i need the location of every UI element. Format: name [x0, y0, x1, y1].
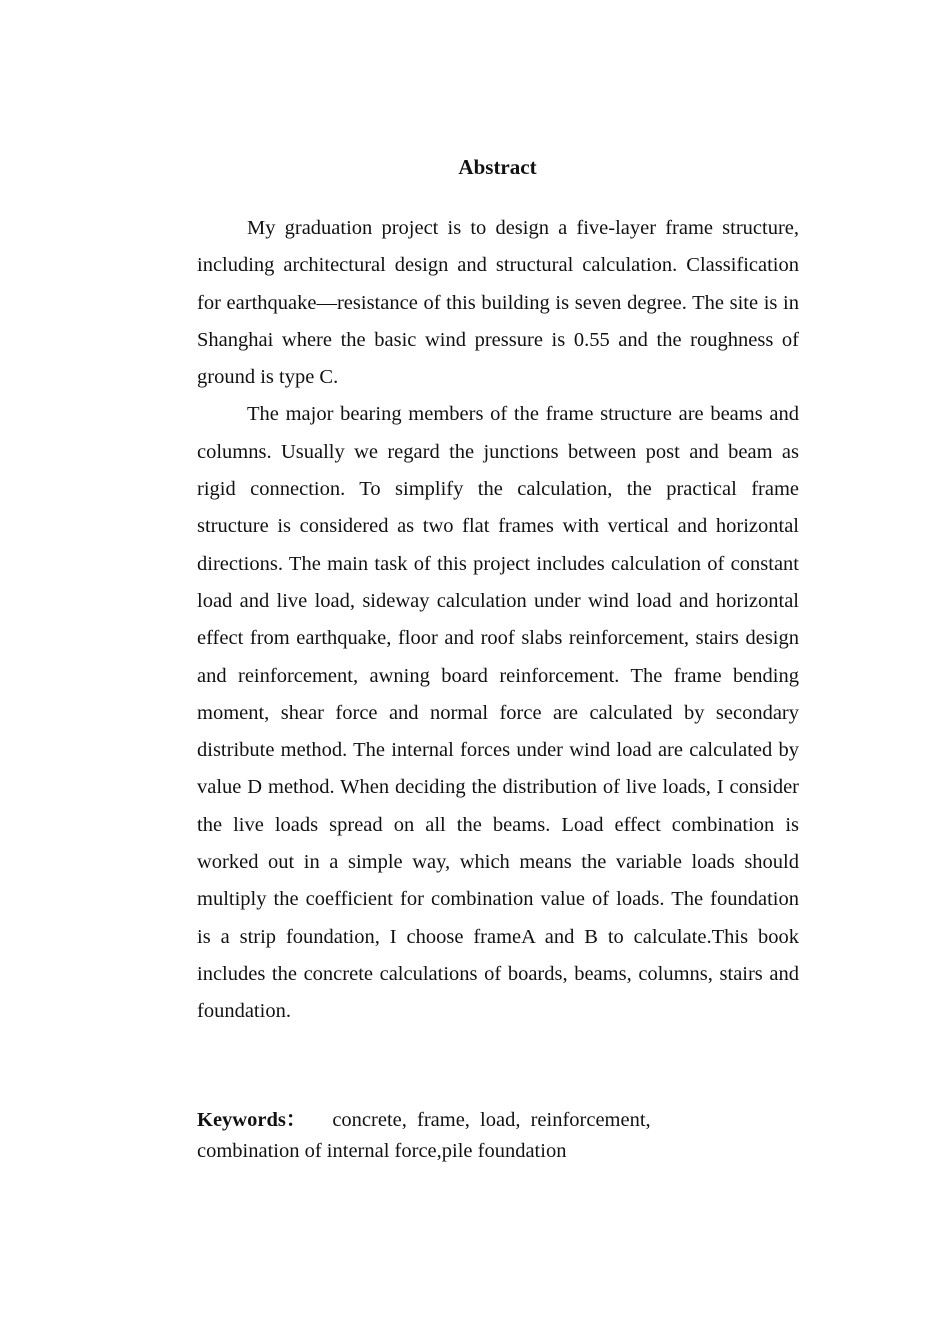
keywords-line-2: combination of internal force,pile foundation: [197, 1140, 567, 1162]
abstract-paragraph-2: The major bearing members of the frame structure are beams and columns. Usually we regard the junctions between post and beam as rigid connection. To simplify the calculation, the practical frame structure is considered as two flat frames with vertical and horizontal directions. The main task of this project includes calculation of constant load and live load, sideway calculation under wind load and horizontal effect from earthquake, floor and roof slabs reinforcement, stairs design and reinforcement, awning board reinforcement. The frame bending moment, shear force and normal force are calculated by secondary distribute method. The internal forces under wind load are calculated by value D method. When deciding the distribution of live loads, I consider the live loads spread on all the beams. Load effect combination is worked out in a simple way, which means the variable loads should multiply the coefficient for combination value of loads. The foundation is a strip foundation, I choose frameA and B to calculate.This book includes the concrete calculations of boards, beams, columns, stairs and foundation.: [197, 403, 799, 1023]
keywords-line-1: [197, 1105, 799, 1136]
abstract-body: [197, 210, 799, 1031]
keywords-section: [197, 1105, 799, 1167]
abstract-paragraph-1: My graduation project is to design a five-layer frame structure, including architectural design and structural calculation. Classification for earthquake—resistance of this building is seven degree. The site is in Shanghai where the basic wind pressure is 0.55 and the roughness of ground is type C.: [197, 217, 799, 389]
abstract-title: Abstract: [458, 155, 537, 179]
keywords-label: Keywords：: [197, 1109, 307, 1131]
keywords-terms-line-1: concrete, frame, load, reinforcement,: [332, 1109, 651, 1131]
